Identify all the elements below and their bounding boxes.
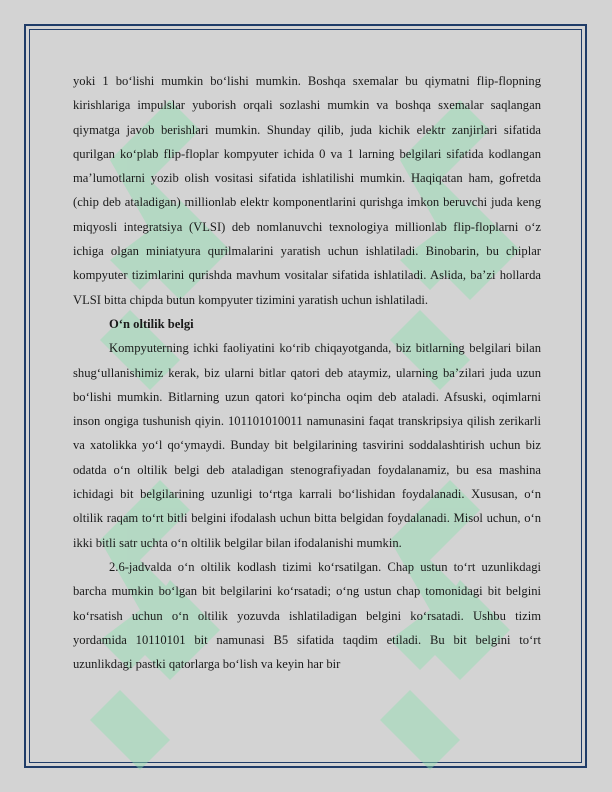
section-heading: O‘n oltilik belgi [109, 316, 194, 331]
document-body [73, 69, 541, 676]
paragraph-bit-patterns: Kompyuterning ichki faoliyatini ko‘rib chiqayotganda, biz bitlarning belgilari bilan shug‘ullanishimiz kerak, biz ularni bitlar qatori deb ataymiz, ularning ba’zilari juda uzun bo‘lishi mumkin. Bitlarning uzun qatori ko‘pincha oqim deb ataladi. Afsuski, oqimlarni inson ongiga tushunish qiyin. 101101010011 namunasini faqat transkripsiya qilish zerikarli va xatolikka yo‘l qo‘ymaydi. Bunday bit belgilarining tasvirini soddalashtirish uchun biz odatda o‘n oltilik belgi deb ataladigan stenografiyadan foydalanamiz, bu esa mashina ichidagi bit belgilarining uzunligi to‘rtga karrali bo‘lishidan foydalanadi. Xususan, o‘n oltilik raqam to‘rt bitli belgini ifodalash uchun bitta belgidan foydalanadi. Misol uchun, o‘n ikki bitli satr uchta o‘n oltilik belgilar bilan ifodalanishi mumkin. [73, 341, 541, 550]
paragraph-hex-table: 2.6-jadvalda o‘n oltilik kodlash tizimi ko‘rsatilgan. Chap ustun to‘rt uzunlikdagi barcha mumkin bo‘lgan bit belgilarini ko‘rsatadi; o‘ng ustun chap tomonidagi bit belgini ko‘rsatish uchun o‘n oltilik yozuvda ishlatiladigan belgini ko‘rsatadi. Ushbu tizim yordamida 10110101 bit namunasi B5 sifatida taqdim etiladi. Bu bit belgini to‘rt uzunlikdagi pastki qatorlarga bo‘lish va keyin har bir [73, 559, 541, 672]
paragraph-continuation: yoki 1 bo‘lishi mumkin bo‘lishi mumkin. Boshqa sxemalar bu qiymatni flip-flopning kirishlariga impulslar yuborish orqali sozlashi mumkin va boshqa sxemalar saqlangan qiymatga javob berishlari mumkin. Shunday qilib, juda kichik elektr zanjirlari sifatida qurilgan ko‘plab flip-floplar kompyuter ichida 0 va 1 larning belgilari sifatida kodlangan ma’lumotlarni yozib olish vositasi sifatida ishlatilishi mumkin. Haqiqatan ham, gofretda (chip deb ataladigan) millionlab elektr komponentlarini qurishga imkon beruvchi juda keng miqyosli integratsiya (VLSI) deb nomlanuvchi texnologiya millionlab flip-floplarni o‘z ichiga olgan miniatyura qurilmalarini yaratish uchun ishlatiladi. Binobarin, bu chiplar kompyuter tizimlarini qurishda mavhum vositalar sifatida ishlatiladi. Aslida, ba’zi hollarda VLSI bitta chipda butun kompyuter tizimini yaratish uchun ishlatiladi. [73, 74, 541, 307]
